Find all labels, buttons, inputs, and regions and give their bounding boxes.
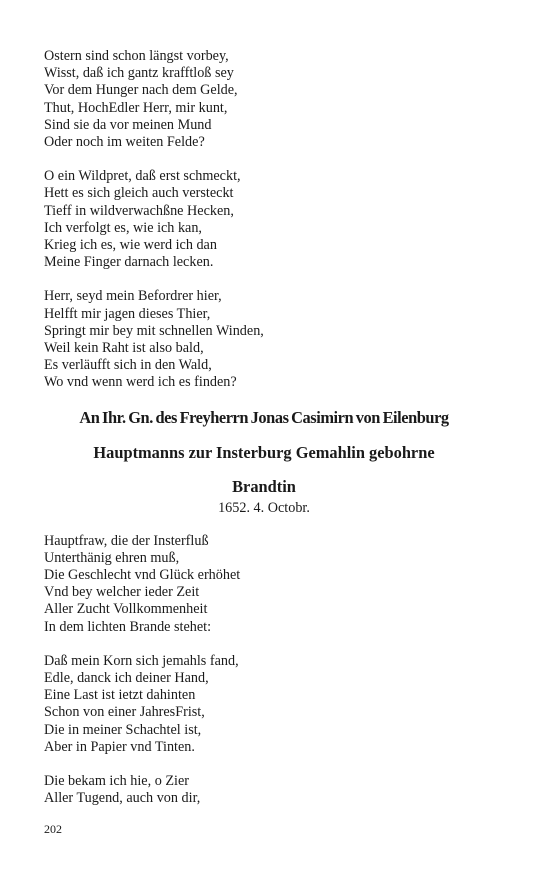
stanza-2 bbox=[44, 168, 484, 271]
stanza-3 bbox=[44, 288, 484, 391]
verse-line: Eine Last ist ietzt dahinten bbox=[44, 687, 196, 704]
verse-line: Hett es sich gleich auch versteckt bbox=[44, 185, 234, 202]
verse-line: Krieg ich es, wie werd ich dan bbox=[44, 237, 217, 254]
stanza-5 bbox=[44, 653, 484, 756]
verse-line: Helfft mir jagen dieses Thier, bbox=[44, 305, 211, 322]
verse-line: Daß mein Korn sich jemahls fand, bbox=[44, 652, 239, 669]
verse-line: Die bekam ich hie, o Zier bbox=[44, 773, 189, 790]
page-content bbox=[44, 48, 484, 808]
stanza-gap bbox=[44, 151, 484, 168]
poem-title-line-1: An Ihr. Gn. des Freyherrn Jonas Casimirn von Eilenburg bbox=[79, 407, 449, 427]
verse-line: Weil kein Raht ist also bald, bbox=[44, 340, 204, 357]
stanza-6 bbox=[44, 773, 484, 807]
poem-title-line-2: Hauptmanns zur Insterburg Gemahlin gebohrne bbox=[93, 442, 435, 462]
verse-line: Sind sie da vor meinen Mund bbox=[44, 116, 212, 133]
page-number: 202 bbox=[44, 822, 62, 836]
stanza-1 bbox=[44, 48, 484, 151]
heading-gap bbox=[44, 517, 484, 533]
stanza-gap bbox=[44, 271, 484, 288]
stanza-4 bbox=[44, 533, 484, 636]
verse-line: Vor dem Hunger nach dem Gelde, bbox=[44, 82, 238, 99]
verse-line: Wo vnd wenn werd ich es finden? bbox=[44, 374, 237, 391]
verse-line: Es verläufft sich in den Wald, bbox=[44, 357, 212, 374]
verse-line: O ein Wildpret, daß erst schmeckt, bbox=[44, 168, 241, 185]
verse-line: Ich verfolgt es, wie ich kan, bbox=[44, 219, 202, 236]
verse-line: Aber in Papier vnd Tinten. bbox=[44, 738, 195, 755]
poem-date: 1652. 4. Octobr. bbox=[218, 499, 310, 516]
verse-line: Schon von einer JahresFrist, bbox=[44, 704, 205, 721]
verse-line: Hauptfraw, die der Insterfluß bbox=[44, 532, 209, 549]
verse-line: Springt mir bey mit schnellen Winden, bbox=[44, 322, 264, 339]
stanza-gap bbox=[44, 756, 484, 773]
poem-title-line-3: Brandtin bbox=[232, 476, 296, 496]
verse-line: Die in meiner Schachtel ist, bbox=[44, 721, 202, 738]
verse-line: Aller Zucht Vollkommenheit bbox=[44, 601, 208, 618]
verse-line: Wisst, daß ich gantz krafftloß sey bbox=[44, 65, 234, 82]
verse-line: Vnd bey welcher ieder Zeit bbox=[44, 584, 200, 601]
verse-line: Herr, seyd mein Befordrer hier, bbox=[44, 288, 222, 305]
stanza-gap bbox=[44, 636, 484, 653]
verse-line: Ostern sind schon längst vorbey, bbox=[44, 48, 229, 64]
verse-line: Thut, HochEdler Herr, mir kunt, bbox=[44, 99, 228, 116]
verse-line: Tieff in wildverwachßne Hecken, bbox=[44, 202, 234, 219]
verse-line: Oder noch im weiten Felde? bbox=[44, 134, 205, 151]
verse-line: Edle, danck ich deiner Hand, bbox=[44, 670, 209, 687]
verse-line: Die Geschlecht vnd Glück erhöhet bbox=[44, 567, 241, 584]
verse-line: Meine Finger darnach lecken. bbox=[44, 254, 214, 271]
verse-line: Unterthänig ehren muß, bbox=[44, 549, 180, 566]
verse-line: Aller Tugend, auch von dir, bbox=[44, 790, 201, 807]
verse-line: In dem lichten Brande stehet: bbox=[44, 618, 212, 635]
